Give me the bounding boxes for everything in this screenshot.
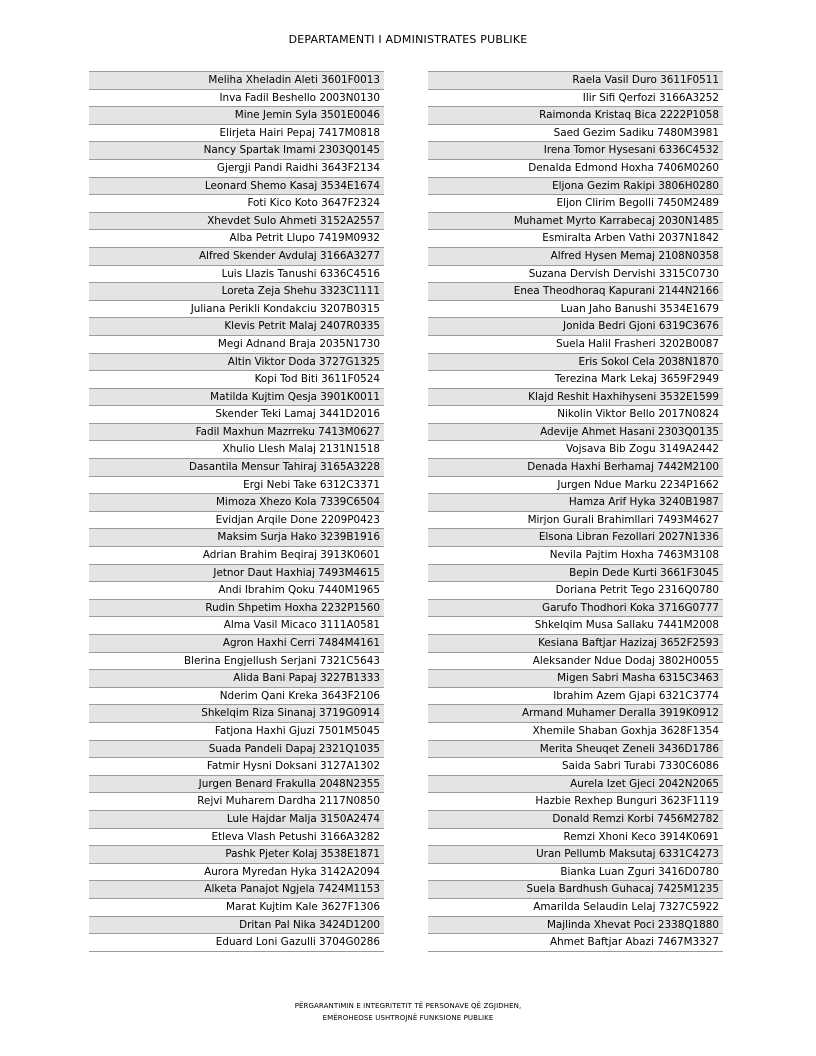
list-item: Nikolin Viktor Bello 2017N0824 — [428, 406, 723, 424]
list-item: Xhulio Llesh Malaj 2131N1518 — [89, 441, 384, 459]
list-item: Hazbie Rexhep Bunguri 3623F1119 — [428, 793, 723, 811]
list-item: Denalda Edmond Hoxha 7406M0260 — [428, 160, 723, 178]
left-name-list — [89, 71, 384, 952]
list-item: Loreta Zeja Shehu 3323C1111 — [89, 283, 384, 301]
list-item: Elsona Libran Fezollari 2027N1336 — [428, 529, 723, 547]
right-name-list — [428, 71, 723, 952]
list-item: Evidjan Arqile Done 2209P0423 — [89, 512, 384, 530]
list-item: Klevis Petrit Malaj 2407R0335 — [89, 318, 384, 336]
list-item: Majlinda Xhevat Poci 2338Q1880 — [428, 917, 723, 935]
list-item: Alfred Hysen Memaj 2108N0358 — [428, 248, 723, 266]
list-item: Dritan Pal Nika 3424D1200 — [89, 917, 384, 935]
list-item: Blerina Engjellush Serjani 7321C5643 — [89, 653, 384, 671]
page-title: DEPARTAMENTI I ADMINISTRATES PUBLIKE — [288, 33, 528, 46]
list-item: Donald Remzi Korbi 7456M2782 — [428, 811, 723, 829]
list-item: Agron Haxhi Cerri 7484M4161 — [89, 635, 384, 653]
list-item: Nevila Pajtim Hoxha 7463M3108 — [428, 547, 723, 565]
list-item: Rudin Shpetim Hoxha 2232P1560 — [89, 600, 384, 618]
list-item: Irena Tomor Hysesani 6336C4532 — [428, 142, 723, 160]
list-item: Shkelqim Musa Sallaku 7441M2008 — [428, 617, 723, 635]
list-item: Etleva Vlash Petushi 3166A3282 — [89, 829, 384, 847]
list-item: Xhemile Shaban Goxhja 3628F1354 — [428, 723, 723, 741]
list-item: Fatjona Haxhi Gjuzi 7501M5045 — [89, 723, 384, 741]
list-item: Suzana Dervish Dervishi 3315C0730 — [428, 266, 723, 284]
list-item: Alba Petrit Llupo 7419M0932 — [89, 230, 384, 248]
list-item: Xhevdet Sulo Ahmeti 3152A2557 — [89, 213, 384, 231]
list-item: Jonida Bedri Gjoni 6319C3676 — [428, 318, 723, 336]
list-item: Eljon Clirim Begolli 7450M2489 — [428, 195, 723, 213]
list-item: Armand Muhamer Deralla 3919K0912 — [428, 705, 723, 723]
list-item: Alfred Skender Avdulaj 3166A3277 — [89, 248, 384, 266]
list-item: Juliana Perikli Kondakciu 3207B0315 — [89, 301, 384, 319]
list-item: Ahmet Baftjar Abazi 7467M3327 — [428, 934, 723, 952]
list-item: Doriana Petrit Tego 2316Q0780 — [428, 582, 723, 600]
list-item: Merita Sheuqet Zeneli 3436D1786 — [428, 741, 723, 759]
list-item: Fatmir Hysni Doksani 3127A1302 — [89, 758, 384, 776]
list-item: Alketa Panajot Ngjela 7424M1153 — [89, 881, 384, 899]
list-item: Alida Bani Papaj 3227B1333 — [89, 670, 384, 688]
list-item: Luan Jaho Banushi 3534E1679 — [428, 301, 723, 319]
list-item: Bepin Dede Kurti 3661F3045 — [428, 565, 723, 583]
list-item: Saida Sabri Turabi 7330C6086 — [428, 758, 723, 776]
list-item: Vojsava Bib Zogu 3149A2442 — [428, 441, 723, 459]
list-item: Luis Llazis Tanushi 6336C4516 — [89, 266, 384, 284]
list-item: Shkelqim Riza Sinanaj 3719G0914 — [89, 705, 384, 723]
list-item: Pashk Pjeter Kolaj 3538E1871 — [89, 846, 384, 864]
footer-line-1: PËRGARANTIMIN E INTEGRITETIT TË PERSONAVE QË ZGJIDHEN, — [294, 1002, 522, 1010]
list-item: Lule Hajdar Malja 3150A2474 — [89, 811, 384, 829]
list-item: Kopi Tod Biti 3611F0524 — [89, 371, 384, 389]
list-item: Rejvi Muharem Dardha 2117N0850 — [89, 793, 384, 811]
list-item: Aurora Myredan Hyka 3142A2094 — [89, 864, 384, 882]
footer-line-2: EMËROHEOSE USHTROJNË FUNKSIONE PUBLIKE — [322, 1014, 494, 1022]
list-item: Raela Vasil Duro 3611F0511 — [428, 72, 723, 90]
list-item: Esmiralta Arben Vathi 2037N1842 — [428, 230, 723, 248]
list-item: Nancy Spartak Imami 2303Q0145 — [89, 142, 384, 160]
list-item: Aleksander Ndue Dodaj 3802H0055 — [428, 653, 723, 671]
list-item: Gjergji Pandi Raidhi 3643F2134 — [89, 160, 384, 178]
list-item: Suela Bardhush Guhacaj 7425M1235 — [428, 881, 723, 899]
list-item: Adevije Ahmet Hasani 2303Q0135 — [428, 424, 723, 442]
list-item: Matilda Kujtim Qesja 3901K0011 — [89, 389, 384, 407]
list-item: Maksim Surja Hako 3239B1916 — [89, 529, 384, 547]
list-item: Elirjeta Hairi Pepaj 7417M0818 — [89, 125, 384, 143]
list-item: Garufo Thodhori Koka 3716G0777 — [428, 600, 723, 618]
list-item: Aurela Izet Gjeci 2042N2065 — [428, 776, 723, 794]
list-item: Meliha Xheladin Aleti 3601F0013 — [89, 72, 384, 90]
list-item: Mirjon Gurali Brahimllari 7493M4627 — [428, 512, 723, 530]
list-item: Ergi Nebi Take 6312C3371 — [89, 477, 384, 495]
list-item: Dasantila Mensur Tahiraj 3165A3228 — [89, 459, 384, 477]
list-item: Eljona Gezim Rakipi 3806H0280 — [428, 178, 723, 196]
list-item: Andi Ibrahim Qoku 7440M1965 — [89, 582, 384, 600]
list-item: Raimonda Kristaq Bica 2222P1058 — [428, 107, 723, 125]
list-item: Megi Adnand Braja 2035N1730 — [89, 336, 384, 354]
list-item: Foti Kico Koto 3647F2324 — [89, 195, 384, 213]
list-item: Denada Haxhi Berhamaj 7442M2100 — [428, 459, 723, 477]
list-item: Suela Halil Frasheri 3202B0087 — [428, 336, 723, 354]
list-item: Migen Sabri Masha 6315C3463 — [428, 670, 723, 688]
list-item: Uran Pellumb Maksutaj 6331C4273 — [428, 846, 723, 864]
list-item: Fadil Maxhun Mazrreku 7413M0627 — [89, 424, 384, 442]
list-item: Leonard Shemo Kasaj 3534E1674 — [89, 178, 384, 196]
list-item: Ibrahim Azem Gjapi 6321C3774 — [428, 688, 723, 706]
list-item: Inva Fadil Beshello 2003N0130 — [89, 90, 384, 108]
page-footer — [0, 1000, 816, 1024]
list-item: Skender Teki Lamaj 3441D2016 — [89, 406, 384, 424]
list-item: Suada Pandeli Dapaj 2321Q1035 — [89, 741, 384, 759]
list-item: Eris Sokol Cela 2038N1870 — [428, 354, 723, 372]
list-item: Bianka Luan Zguri 3416D0780 — [428, 864, 723, 882]
list-item: Mine Jemin Syla 3501E0046 — [89, 107, 384, 125]
list-item: Hamza Arif Hyka 3240B1987 — [428, 494, 723, 512]
list-item: Nderim Qani Kreka 3643F2106 — [89, 688, 384, 706]
list-item: Enea Theodhoraq Kapurani 2144N2166 — [428, 283, 723, 301]
list-item: Ilir Sifi Qerfozi 3166A3252 — [428, 90, 723, 108]
list-item: Remzi Xhoni Keco 3914K0691 — [428, 829, 723, 847]
list-item: Adrian Brahim Beqiraj 3913K0601 — [89, 547, 384, 565]
list-item: Eduard Loni Gazulli 3704G0286 — [89, 934, 384, 952]
list-item: Terezina Mark Lekaj 3659F2949 — [428, 371, 723, 389]
list-item: Kesiana Baftjar Hazizaj 3652F2593 — [428, 635, 723, 653]
list-item: Jurgen Benard Frakulla 2048N2355 — [89, 776, 384, 794]
list-item: Jetnor Daut Haxhiaj 7493M4615 — [89, 565, 384, 583]
list-item: Mimoza Xhezo Kola 7339C6504 — [89, 494, 384, 512]
list-item: Muhamet Myrto Karrabecaj 2030N1485 — [428, 213, 723, 231]
list-item: Altin Viktor Doda 3727G1325 — [89, 354, 384, 372]
list-item: Amarilda Selaudin Lelaj 7327C5922 — [428, 899, 723, 917]
list-item: Alma Vasil Micaco 3111A0581 — [89, 617, 384, 635]
list-item: Klajd Reshit Haxhihyseni 3532E1599 — [428, 389, 723, 407]
list-item: Jurgen Ndue Marku 2234P1662 — [428, 477, 723, 495]
list-item: Marat Kujtim Kale 3627F1306 — [89, 899, 384, 917]
list-item: Saed Gezim Sadiku 7480M3981 — [428, 125, 723, 143]
